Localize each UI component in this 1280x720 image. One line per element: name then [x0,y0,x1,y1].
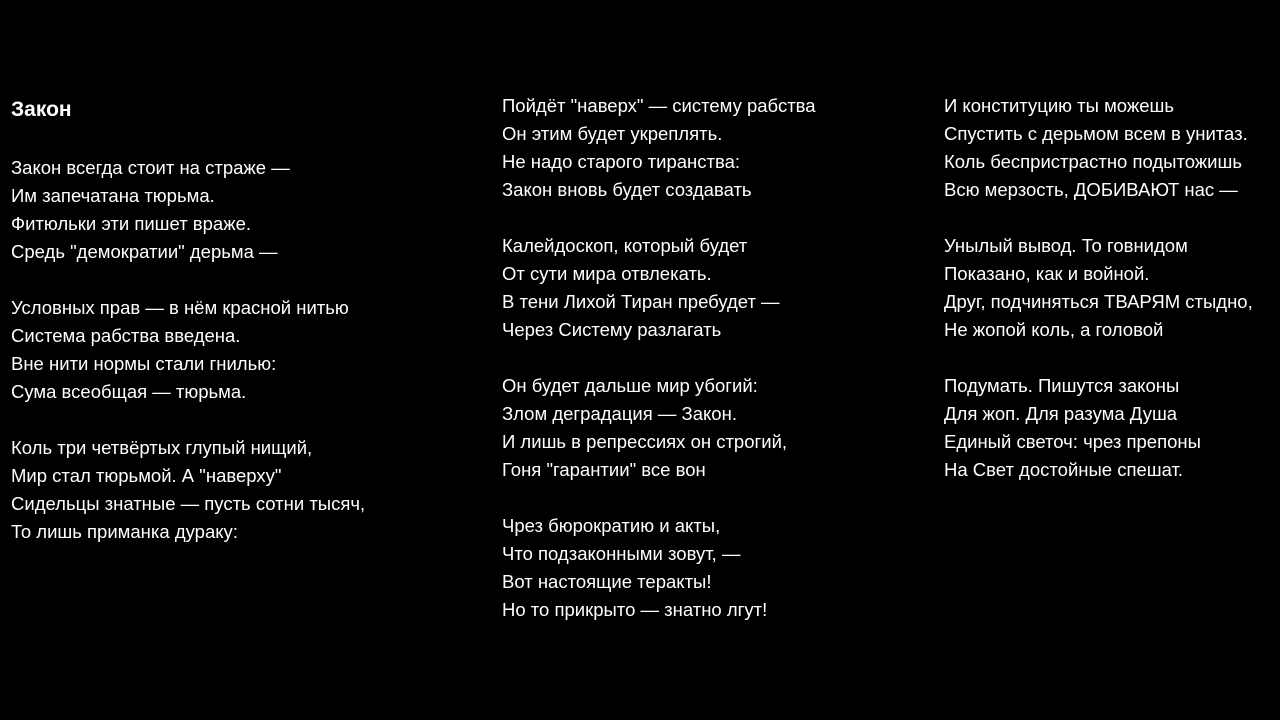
poem-line: Фитюльки эти пишет враже. [11,213,252,234]
poem-column-2 [502,92,922,652]
poem-line: Коль три четвёртых глупый нищий, [11,437,313,458]
poem-title: Закон [11,98,72,121]
poem-line: Мир стал тюрьмой. А "наверху" [11,465,282,486]
poem-line: Сума всеобщая — тюрьма. [11,381,247,402]
poem-line: И лишь в репрессиях он строгий, [502,431,788,452]
poem-line: Он этим будет укреплять. [502,123,723,144]
poem-line: Для жоп. Для разума Душа [944,403,1178,424]
poem-line: Закон вновь будет создавать [502,179,752,200]
poem-line: Унылый вывод. То говнидом [944,235,1188,256]
poem-line: Сидельцы знатные — пусть сотни тысяч, [11,493,366,514]
poem-line: Средь "демократии" дерьма — [11,241,278,262]
poem-line: Единый светоч: чрез препоны [944,431,1201,452]
stanza [502,512,922,624]
stanza [944,372,1280,484]
stanza [502,92,922,204]
poem-line: Коль беспристрастно подытожишь [944,151,1242,172]
poem-line: Он будет дальше мир убогий: [502,375,758,396]
poem-line: Не жопой коль, а головой [944,319,1164,340]
poem-line: Показано, как и войной. [944,263,1150,284]
poem-line: Подумать. Пишутся законы [944,375,1180,396]
poem-column-3 [944,92,1280,512]
poem-line: Друг, подчиняться ТВАРЯМ стыдно, [944,291,1253,312]
stanza [502,372,922,484]
poem-line: Чрез бюрократию и акты, [502,515,721,536]
poem-line: Вне нити нормы стали гнилью: [11,353,277,374]
stanza [944,232,1280,344]
poem-line: И конституцию ты можешь [944,95,1175,116]
poem-line: Система рабства введена. [11,325,241,346]
stanza [11,294,481,406]
poem-line: То лишь приманка дураку: [11,521,238,542]
poem-line: На Свет достойные спешат. [944,459,1184,480]
poem-line: Что подзаконными зовут, — [502,543,741,564]
poem-line: От сути мира отвлекать. [502,263,712,284]
stanza [944,92,1280,204]
poem-line: Пойдёт "наверх" — систему рабства [502,95,816,116]
poem-line: В тени Лихой Тиран пребудет — [502,291,780,312]
poem-line: Гоня "гарантии" все вон [502,459,706,480]
poem-line: Спустить с дерьмом всем в унитаз. [944,123,1248,144]
poem-line: Всю мерзость, ДОБИВАЮТ нас — [944,179,1238,200]
poem-line: Но то прикрыто — знатно лгут! [502,599,768,620]
poem-line: Им запечатана тюрьма. [11,185,215,206]
poem-line: Условных прав — в нём красной нитью [11,297,349,318]
stanza [502,232,922,344]
poem-line: Вот настоящие теракты! [502,571,712,592]
poem-line: Закон всегда стоит на страже — [11,157,290,178]
stanza [11,434,481,546]
poem-line: Через Систему разлагать [502,319,722,340]
poem-line: Не надо старого тиранства: [502,151,741,172]
stanza [11,154,481,266]
poem-line: Злом деградация — Закон. [502,403,737,424]
poem-line: Калейдоскоп, который будет [502,235,748,256]
poem-column-1 [11,154,481,574]
